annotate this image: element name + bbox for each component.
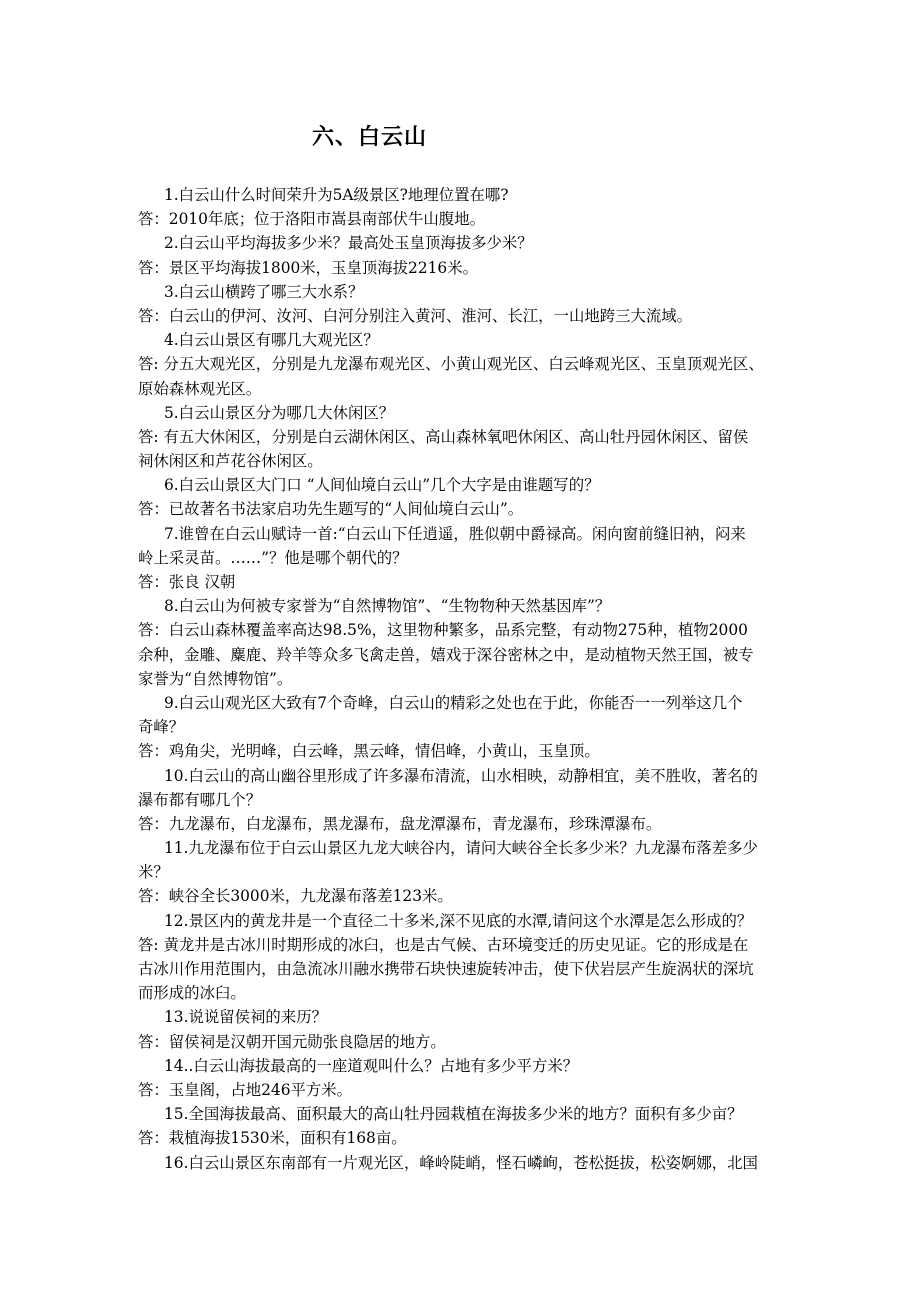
answer-line: 余种，金雕、麋鹿、羚羊等众多飞禽走兽，嬉戏于深谷密林之中，是动植物天然王国，被专: [138, 645, 754, 664]
question-line: 6.白云山景区大门口 “人间仙境白云山”几个大字是由谁题写的？: [164, 476, 600, 495]
answer-line: 古冰川作用范围内，由急流冰川融水携带石块快速旋转冲击，使下伏岩层产生旋涡状的深坑: [138, 960, 754, 978]
answer-line: 答：景区平均海拔1800米，玉皇顶海拔2216米。: [138, 258, 478, 277]
answer-line: 答：白云山的伊河、汝河、白河分别注入黄河、淮河、长江，一山地跨三大流域。: [138, 306, 693, 325]
answer-line: 而形成的冰臼。: [138, 984, 246, 1003]
answer-line: 祠休闲区和芦花谷休闲区。: [138, 452, 323, 471]
answer-line: 答：九龙瀑布，白龙瀑布，黑龙瀑布，盘龙潭瀑布，青龙瀑布，珍珠潭瀑布。: [138, 814, 662, 833]
answer-line: 答：留侯祠是汉朝开国元勋张良隐居的地方。: [138, 1032, 446, 1051]
answer-line: 岭上采灵苗。……”？他是哪个朝代的？: [138, 548, 408, 567]
question-line: 10.白云山的高山幽谷里形成了许多瀑布清流，山水相映，动静相宜，美不胜收，著名的: [164, 766, 758, 785]
answer-line: 答：栽植海拔1530米，面积有168亩。: [138, 1129, 407, 1148]
question-line: 1.白云山什么时间荣升为5A级景区?地理位置在哪?: [164, 186, 509, 204]
question-line: 15.全国海拔最高、面积最大的高山牡丹园栽植在海拔多少米的地方？面积有多少亩？: [164, 1105, 743, 1124]
question-line: 12.景区内的黄龙井是一个直径二十多米,深不见底的水潭,请问这个水潭是怎么形成的？: [164, 911, 753, 930]
answer-line: 答：2010年底；位于洛阳市嵩县南部伏牛山腹地。: [138, 210, 485, 229]
answer-line: 家誉为“自然博物馆”。: [138, 669, 293, 688]
answer-line: 答：鸡角尖，光明峰，白云峰，黑云峰，情侣峰，小黄山，玉皇顶。: [138, 742, 600, 761]
question-line: 7.谁曾在白云山赋诗一首:“白云山下任逍遥，胜似朝中爵禄高。闲向窗前缝旧衲，闷来: [164, 524, 746, 543]
question-line: 14..白云山海拔最高的一座道观叫什么？占地有多少平方米？: [164, 1056, 579, 1075]
answer-line: 答：已故著名书法家启功先生题写的“人间仙境白云山”。: [138, 500, 524, 519]
question-line: 3.白云山横跨了哪三大水系？: [164, 282, 364, 301]
answer-line: 答：张良 汉朝: [138, 573, 236, 591]
answer-line: 答：白云山森林覆盖率高达98.5%，这里物种繁多，品系完整，有动物275种，植物2000: [138, 621, 748, 640]
answer-line: 答：玉皇阁，占地246平方米。: [138, 1080, 353, 1099]
answer-line: 米？: [138, 863, 169, 882]
answer-line: 答: 分五大观光区，分别是九龙瀑布观光区、小黄山观光区、白云峰观光区、玉皇顶观光区、: [138, 355, 764, 374]
question-line: 13.说说留侯祠的来历？: [164, 1008, 327, 1027]
answer-line: 瀑布都有哪几个？: [138, 790, 262, 809]
answer-line: 答: 黄龙井是古冰川时期形成的冰臼，也是古气候、古环境变迁的历史见证。它的形成是在: [138, 935, 749, 954]
question-line: 5.白云山景区分为哪几大休闲区？: [164, 403, 395, 422]
page-title: 六、白云山: [312, 124, 428, 150]
question-line: 4.白云山景区有哪几大观光区？: [164, 331, 379, 350]
answer-line: 奇峰？: [138, 718, 185, 737]
question-line: 8.白云山为何被专家誉为“自然博物馆”、“生物物种天然基因库”？: [164, 597, 611, 616]
answer-line: 原始森林观光区。: [138, 379, 262, 398]
question-line: 2.白云山平均海拔多少米？最高处玉皇顶海拔多少米？: [164, 234, 533, 253]
qa-content: [138, 183, 786, 1175]
answer-line: 答：峡谷全长3000米，九龙瀑布落差123米。: [138, 887, 453, 906]
answer-line: 答: 有五大休闲区，分别是白云湖休闲区、高山森林氧吧休闲区、高山牡丹园休闲区、留侯: [138, 427, 749, 446]
question-line: 9.白云山观光区大致有7个奇峰，白云山的精彩之处也在于此，你能否一一列举这几个: [164, 693, 743, 712]
question-line: 11.九龙瀑布位于白云山景区九龙大峡谷内，请问大峡谷全长多少米？九龙瀑布落差多少: [164, 839, 758, 858]
question-line: 16.白云山景区东南部有一片观光区，峰岭陡峭，怪石嶙峋，苍松挺拔，松姿婀娜，北国: [164, 1153, 758, 1172]
